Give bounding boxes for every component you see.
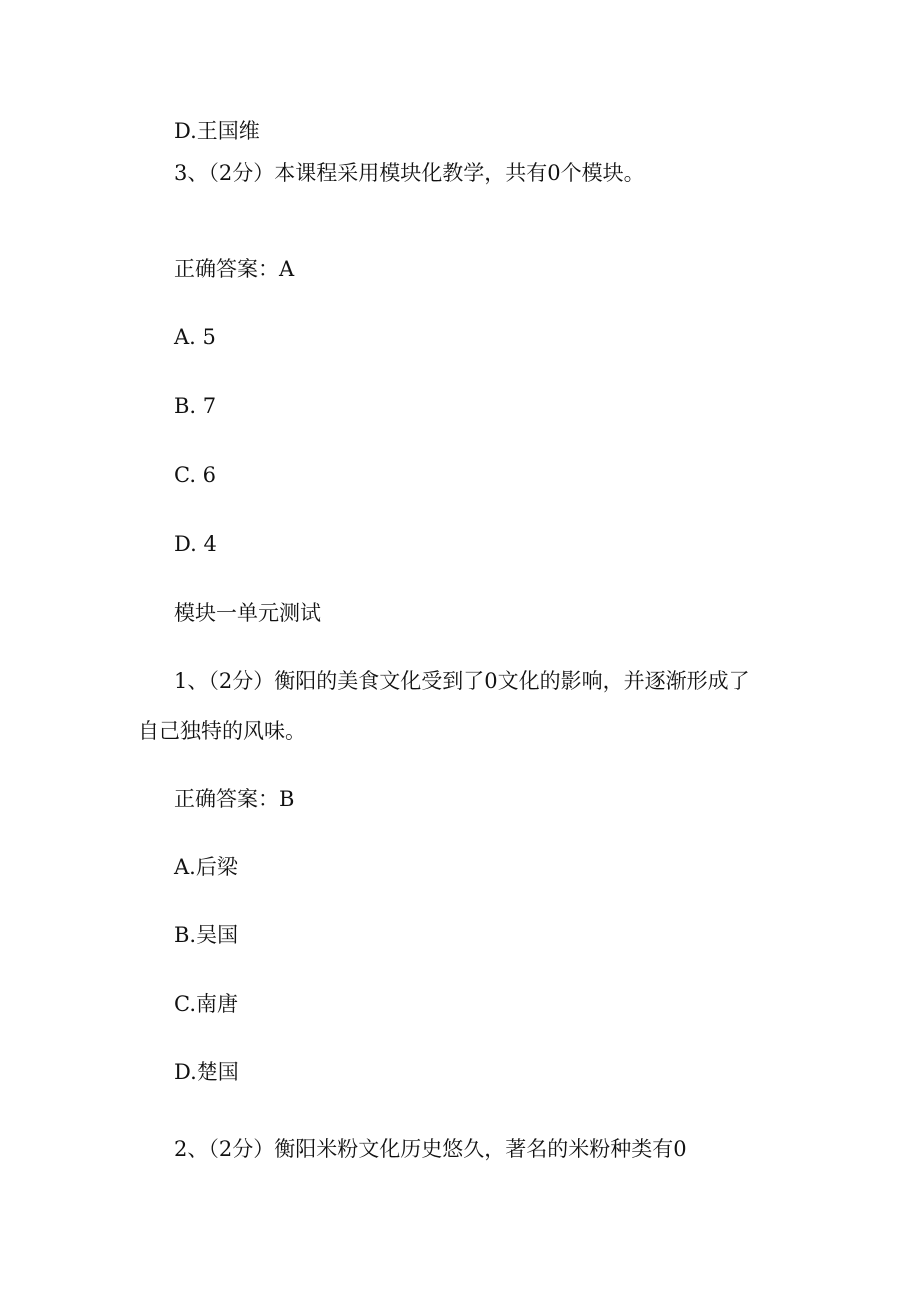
q3-option-b: B. 7: [174, 394, 217, 418]
q3-option-c: C. 6: [174, 463, 217, 487]
m1-q1-stem-line2: 自己独特的风味。: [138, 719, 306, 743]
m1-q1-option-a: A.后梁: [174, 855, 238, 879]
q3-option-a: A. 5: [174, 325, 216, 349]
m1-q1-option-b: B.吴国: [174, 923, 239, 947]
prev-option-d: D.王国维: [174, 119, 260, 143]
q3-stem: 3、（2分）本课程采用模块化教学，共有0个模块。: [174, 161, 645, 185]
m1-q1-correct-answer: 正确答案：B: [174, 787, 295, 811]
q3-option-d: D. 4: [174, 532, 217, 556]
m1-q1-stem-line1: 1、（2分）衡阳的美食文化受到了0文化的影响，并逐渐形成了: [174, 669, 750, 693]
m1-q1-option-c: C.南唐: [174, 992, 238, 1016]
m1-q2-stem: 2、（2分）衡阳米粉文化历史悠久，著名的米粉种类有0: [174, 1137, 687, 1161]
module-title: 模块一单元测试: [174, 601, 321, 625]
q3-correct-answer: 正确答案：A: [174, 257, 295, 281]
m1-q1-option-d: D.楚国: [174, 1060, 239, 1084]
